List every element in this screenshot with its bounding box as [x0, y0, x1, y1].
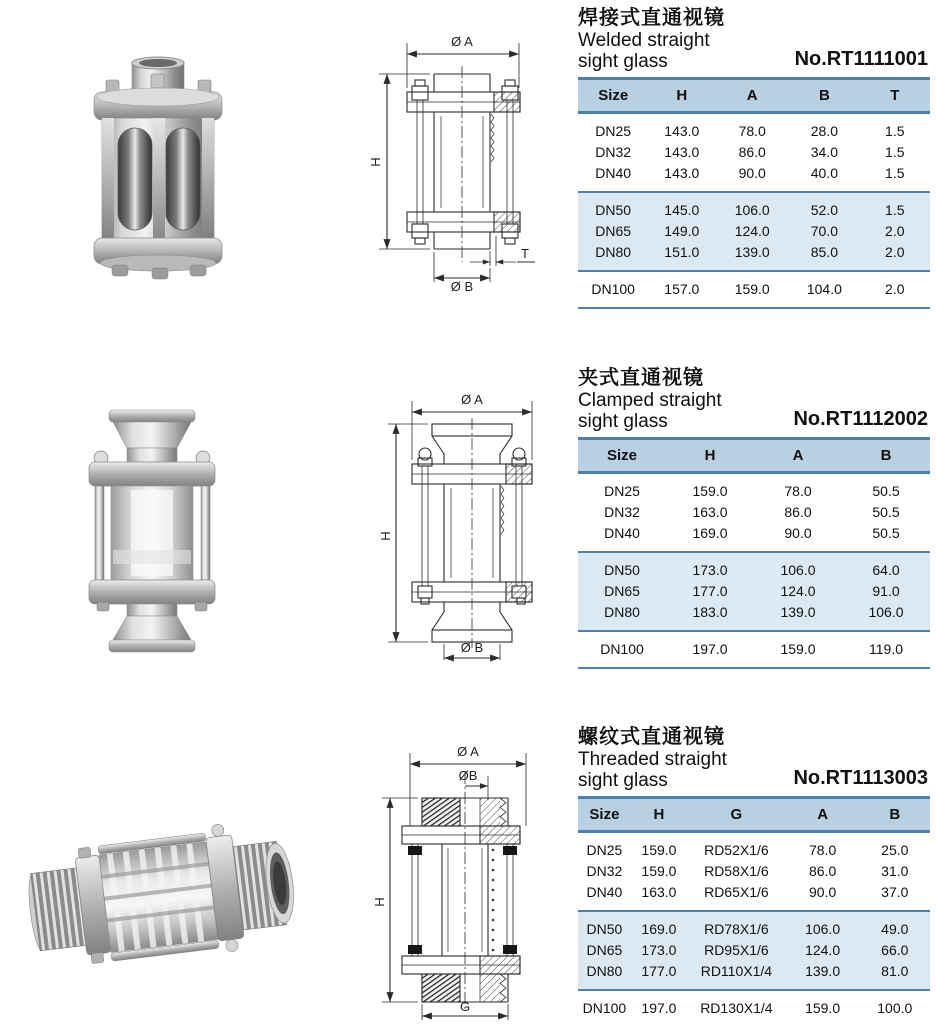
spec-cell: RD58X1/6	[704, 863, 769, 879]
product-title-zh: 焊接式直通视镜	[578, 7, 725, 29]
spec-cell: 64.0	[872, 562, 900, 578]
spec-cell: 139.0	[780, 604, 816, 620]
spec-cell: 1.5	[885, 165, 905, 181]
spec-cell: DN40	[586, 884, 623, 900]
column-header: Size	[578, 79, 648, 113]
spec-cell: 70.0	[810, 223, 838, 239]
spec-cell: 124.0	[734, 223, 770, 239]
spec-row	[578, 940, 930, 961]
spec-cell: 90.0	[808, 884, 837, 900]
product-title-en-line2: sight glass	[578, 770, 668, 791]
spec-cell: DN40	[595, 165, 632, 181]
table-header-row	[578, 79, 930, 113]
spec-cell: 104.0	[806, 281, 842, 297]
column-header: H	[631, 798, 687, 832]
spec-cell: 40.0	[810, 165, 838, 181]
spec-cell: 25.0	[881, 842, 909, 858]
spec-cell: 106.0	[868, 604, 904, 620]
column-header: A	[754, 439, 842, 473]
part-number: No.RT1111001	[794, 48, 928, 70]
column-header: B	[860, 798, 930, 832]
spec-cell: DN100	[600, 641, 644, 657]
spec-cell: 86.0	[738, 144, 766, 160]
column-header: B	[842, 439, 930, 473]
spec-cell: 49.0	[881, 921, 909, 937]
spec-cell: 169.0	[692, 525, 728, 541]
dim-label-diameter-a: Ø A	[451, 34, 473, 49]
spec-cell: DN50	[595, 202, 632, 218]
spec-cell: 78.0	[784, 483, 812, 499]
spec-cell: 159.0	[641, 842, 677, 858]
threaded-drawing-art	[372, 744, 526, 1020]
spec-row	[578, 113, 930, 143]
spec-cell: 50.5	[872, 483, 900, 499]
dim-label-height: H	[372, 897, 387, 907]
spec-cell: 157.0	[664, 281, 700, 297]
spec-cell: DN100	[591, 281, 635, 297]
spec-row	[578, 142, 930, 163]
spec-cell: 86.0	[808, 863, 837, 879]
dim-label-diameter-b: ØB	[458, 768, 478, 783]
spec-row	[578, 861, 930, 882]
spec-cell: 2.0	[885, 244, 905, 260]
spec-row	[578, 163, 930, 192]
spec-cell: 90.0	[784, 525, 812, 541]
product-title-en-line1: Welded straight	[578, 30, 710, 51]
product-title-en-line2: sight glass	[578, 51, 668, 72]
size-group	[578, 990, 930, 1024]
title-block	[578, 725, 930, 791]
dim-label-thread: G	[459, 999, 471, 1014]
spec-row	[578, 832, 930, 862]
welded-sight-glass-photo	[58, 52, 263, 292]
spec-cell: 86.0	[784, 504, 812, 520]
spec-cell: 149.0	[664, 223, 700, 239]
column-header: B	[789, 79, 859, 113]
spec-row	[578, 882, 930, 911]
dim-label-height: H	[368, 157, 383, 167]
spec-cell: 159.0	[805, 1000, 841, 1016]
product-title-en-line1: Threaded straight	[578, 749, 727, 770]
spec-cell: 28.0	[810, 123, 838, 139]
spec-cell: DN50	[586, 921, 623, 937]
column-header: A	[786, 798, 860, 832]
column-header: Size	[578, 798, 631, 832]
size-group	[578, 911, 930, 990]
spec-cell: DN32	[586, 863, 623, 879]
spec-cell: DN80	[595, 244, 632, 260]
spec-cell: DN32	[595, 144, 632, 160]
spec-cell: RD65X1/6	[704, 884, 769, 900]
spec-cell: 81.0	[881, 963, 909, 979]
spec-cell: 78.0	[738, 123, 766, 139]
spec-cell: 143.0	[664, 165, 700, 181]
spec-cell: 2.0	[885, 281, 905, 297]
clamped-sight-glass-photo	[55, 402, 250, 654]
spec-row	[578, 502, 930, 523]
column-header: H	[666, 439, 754, 473]
spec-cell: 124.0	[780, 583, 816, 599]
part-number: No.RT1112002	[793, 408, 928, 430]
spec-cell: 106.0	[780, 562, 816, 578]
spec-cell: 151.0	[664, 244, 700, 260]
spec-row	[578, 523, 930, 552]
spec-row	[578, 911, 930, 940]
spec-cell: 78.0	[808, 842, 837, 858]
spec-cell: 100.0	[877, 1000, 913, 1016]
size-group	[578, 631, 930, 668]
spec-cell: DN40	[604, 525, 640, 541]
column-header: G	[687, 798, 786, 832]
size-group	[578, 552, 930, 631]
spec-cell: DN50	[604, 562, 640, 578]
spec-cell: RD130X1/4	[700, 1000, 773, 1016]
welded-drawing-art	[368, 34, 535, 292]
spec-cell: 173.0	[692, 562, 728, 578]
spec-cell: 159.0	[734, 281, 770, 297]
spec-cell: DN100	[582, 1000, 627, 1016]
spec-cell: 52.0	[810, 202, 838, 218]
welded-photo-art	[94, 57, 222, 279]
spec-cell: 183.0	[692, 604, 728, 620]
title-block	[578, 366, 930, 432]
part-number: No.RT1113003	[793, 767, 928, 789]
column-header: Size	[578, 439, 666, 473]
spec-cell: 1.5	[885, 202, 905, 218]
spec-cell: 197.0	[641, 1000, 677, 1016]
product-title-zh: 螺纹式直通视镜	[578, 726, 725, 748]
spec-cell: 177.0	[641, 963, 677, 979]
product-title-en-line2: sight glass	[578, 411, 668, 432]
column-header: T	[860, 79, 930, 113]
dim-label-height: H	[378, 531, 393, 541]
spec-cell: RD78X1/6	[704, 921, 769, 937]
spec-cell: 143.0	[664, 123, 700, 139]
spec-cell: 119.0	[869, 641, 903, 657]
spec-cell: RD52X1/6	[704, 842, 769, 858]
dim-label-diameter-a: Ø A	[457, 744, 479, 759]
spec-cell: 139.0	[734, 244, 770, 260]
column-header: H	[648, 79, 715, 113]
spec-cell: 2.0	[885, 223, 905, 239]
welded-sight-glass-drawing	[362, 30, 574, 292]
spec-cell: 143.0	[664, 144, 700, 160]
spec-cell: 173.0	[641, 942, 677, 958]
clamped-drawing-art	[378, 392, 532, 660]
table-header-row	[578, 798, 930, 832]
spec-table-threaded	[578, 796, 930, 1024]
spec-table-clamped	[578, 437, 930, 669]
spec-cell: 169.0	[641, 921, 677, 937]
spec-cell: 50.5	[872, 504, 900, 520]
dim-label-diameter-b: Ø B	[450, 279, 474, 292]
spec-row	[578, 990, 930, 1024]
spec-cell: 37.0	[881, 884, 909, 900]
dim-label-thickness: T	[521, 246, 529, 261]
spec-row	[578, 271, 930, 308]
threaded-sight-glass-drawing	[368, 742, 584, 1024]
spec-row	[578, 473, 930, 503]
spec-cell: 197.0	[692, 641, 728, 657]
threaded-sight-glass-photo	[22, 782, 297, 1004]
spec-cell: 139.0	[805, 963, 841, 979]
spec-cell: RD95X1/6	[704, 942, 769, 958]
spec-row	[578, 242, 930, 271]
spec-row	[578, 221, 930, 242]
spec-cell: 145.0	[664, 202, 700, 218]
spec-cell: 124.0	[805, 942, 841, 958]
product-title-en-line1: Clamped straight	[578, 390, 722, 411]
spec-cell: DN25	[595, 123, 632, 139]
spec-cell: 159.0	[641, 863, 677, 879]
threaded-product-info	[578, 725, 930, 1024]
spec-row	[578, 581, 930, 602]
spec-cell: 1.5	[885, 123, 905, 139]
spec-cell: DN65	[604, 583, 640, 599]
spec-cell: DN32	[604, 504, 640, 520]
dim-label-diameter-b: Ø B	[460, 640, 484, 655]
clamped-sight-glass-drawing	[372, 390, 584, 662]
spec-cell: 34.0	[810, 144, 838, 160]
column-header: A	[715, 79, 789, 113]
spec-row	[578, 631, 930, 668]
spec-cell: 91.0	[872, 583, 900, 599]
spec-cell: DN65	[586, 942, 623, 958]
threaded-photo-art	[23, 816, 297, 975]
spec-cell: 159.0	[780, 641, 816, 657]
spec-cell: 1.5	[885, 144, 905, 160]
spec-cell: DN65	[595, 223, 632, 239]
spec-cell: 31.0	[881, 863, 909, 879]
size-group	[578, 271, 930, 308]
spec-cell: 66.0	[881, 942, 909, 958]
spec-cell: DN80	[586, 963, 623, 979]
spec-row	[578, 602, 930, 631]
spec-cell: 50.5	[872, 525, 900, 541]
spec-table-welded	[578, 77, 930, 309]
spec-row	[578, 192, 930, 221]
spec-cell: DN25	[586, 842, 623, 858]
spec-cell: 163.0	[641, 884, 677, 900]
size-group	[578, 113, 930, 193]
spec-cell: 85.0	[810, 244, 838, 260]
spec-cell: 159.0	[692, 483, 728, 499]
spec-cell: 163.0	[692, 504, 728, 520]
spec-cell: DN25	[604, 483, 640, 499]
product-title-zh: 夹式直通视镜	[578, 367, 704, 389]
spec-cell: 90.0	[738, 165, 766, 181]
spec-cell: 177.0	[692, 583, 728, 599]
size-group	[578, 473, 930, 553]
size-group	[578, 832, 930, 912]
welded-product-info	[578, 6, 930, 309]
clamped-product-info	[578, 366, 930, 669]
size-group	[578, 192, 930, 271]
dim-label-diameter-a: Ø A	[461, 392, 483, 407]
spec-row	[578, 961, 930, 990]
clamped-photo-art	[89, 410, 215, 652]
spec-cell: DN80	[604, 604, 640, 620]
spec-cell: 106.0	[805, 921, 841, 937]
title-block	[578, 6, 930, 72]
table-header-row	[578, 439, 930, 473]
spec-cell: RD110X1/4	[700, 963, 773, 979]
spec-cell: 106.0	[734, 202, 770, 218]
spec-row	[578, 552, 930, 581]
